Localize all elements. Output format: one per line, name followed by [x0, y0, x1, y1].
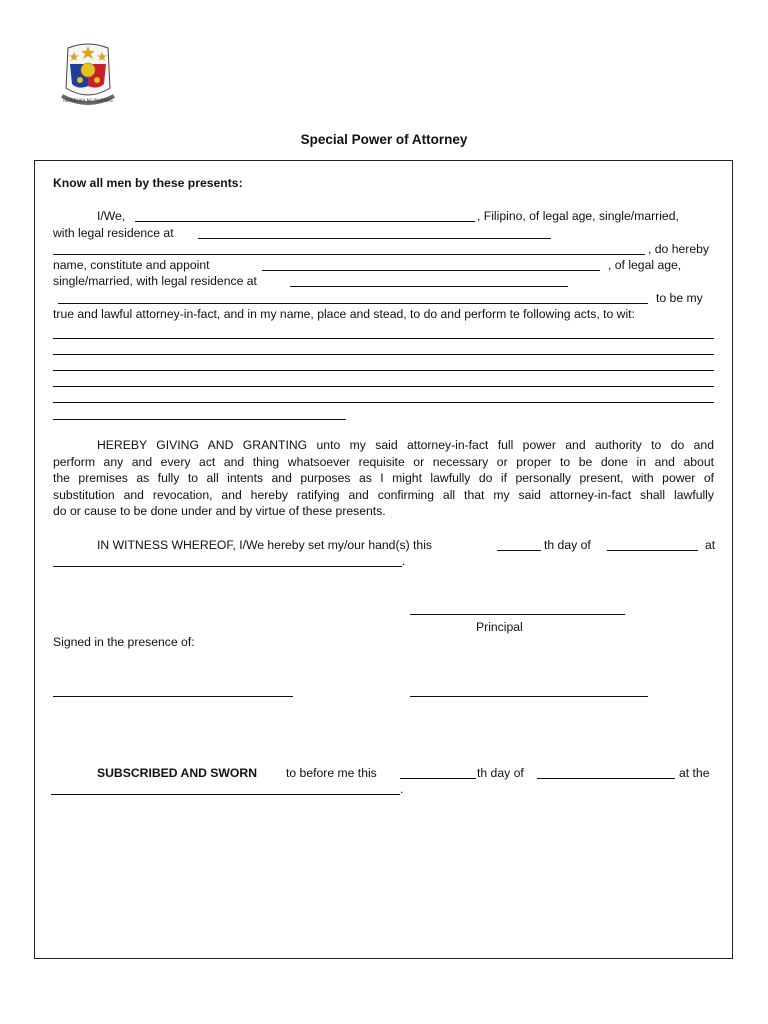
witness-th-day-text: th day of — [544, 538, 591, 552]
sworn-before-text: to before me this — [286, 766, 377, 780]
witness-text: IN WITNESS WHEREOF, I/We hereby set my/our hand(s) this — [97, 538, 433, 552]
acts-line-6[interactable] — [53, 419, 346, 420]
document-title: Special Power of Attorney — [300, 132, 468, 147]
granting-line-5: do or cause to be done under and by virtue of these presents. — [53, 504, 386, 518]
residence-line-2[interactable] — [53, 254, 645, 255]
principal-name-line[interactable] — [135, 221, 475, 222]
principal-prefix: I/We, — [97, 209, 126, 223]
sworn-place-line[interactable] — [51, 794, 400, 795]
seal-ribbon-text: REPUBLIKA NG PILIPINAS — [63, 98, 113, 103]
principal-status-text: , Filipino, of legal age, single/married, — [477, 209, 679, 223]
acts-line-2[interactable] — [53, 354, 714, 355]
sworn-day-line[interactable] — [400, 778, 476, 779]
signed-presence-text: Signed in the presence of: — [53, 635, 195, 649]
acts-line-5[interactable] — [53, 402, 714, 403]
witness-signature-line-2[interactable] — [410, 696, 648, 697]
attorney-residence-label: single/married, with legal residence at — [53, 274, 257, 288]
acts-line-1[interactable] — [53, 338, 714, 339]
granting-line-1: HEREBY GIVING AND GRANTING unto my said attorney-in-fact full power and authority to do and — [97, 438, 714, 452]
acts-line-3[interactable] — [53, 370, 714, 371]
sworn-th-day-text: th day of — [477, 766, 524, 780]
witness-month-line[interactable] — [607, 550, 698, 551]
witness-day-line[interactable] — [497, 550, 541, 551]
sworn-at-the-text: at the — [679, 766, 710, 780]
witness-signature-line-1[interactable] — [53, 696, 293, 697]
legal-age-text: , of legal age, — [608, 258, 682, 272]
intro-heading: Know all men by these presents: — [53, 176, 243, 190]
attorney-in-fact-text: true and lawful attorney-in-fact, and in my name, place and stead, to do and perform te following acts, to wit: — [53, 307, 635, 321]
acts-line-4[interactable] — [53, 386, 714, 387]
attorney-name-line[interactable] — [262, 270, 600, 271]
residence-label: with legal residence at — [53, 226, 174, 240]
principal-label: Principal — [476, 620, 523, 634]
appoint-text: name, constitute and appoint — [53, 258, 210, 272]
witness-at-text: at — [705, 538, 716, 552]
do-hereby-text: , do hereby — [648, 242, 709, 256]
attorney-residence-line-2[interactable] — [58, 303, 648, 304]
witness-period: . — [402, 554, 406, 568]
attorney-residence-line-1[interactable] — [290, 286, 568, 287]
principal-signature-line[interactable] — [410, 614, 625, 615]
sworn-month-line[interactable] — [537, 778, 675, 779]
granting-line-3: the premises as fully to all intents and purposes as I might lawfully do if personally present, with power of — [53, 471, 714, 485]
sworn-bold-text: SUBSCRIBED AND SWORN — [97, 766, 258, 780]
granting-line-4: substitution and revocation, and hereby ratifying and confirming all that my said attorney-in-fact shall lawfully — [53, 488, 714, 502]
to-be-my-text: to be my — [656, 291, 703, 305]
sworn-period: . — [400, 782, 404, 796]
granting-line-2: perform any and every act and thing whatsoever requisite or necessary or proper to be done in and about — [53, 455, 714, 469]
witness-place-line[interactable] — [53, 566, 402, 567]
philippine-seal-logo — [50, 38, 126, 114]
residence-line-1[interactable] — [198, 238, 551, 239]
